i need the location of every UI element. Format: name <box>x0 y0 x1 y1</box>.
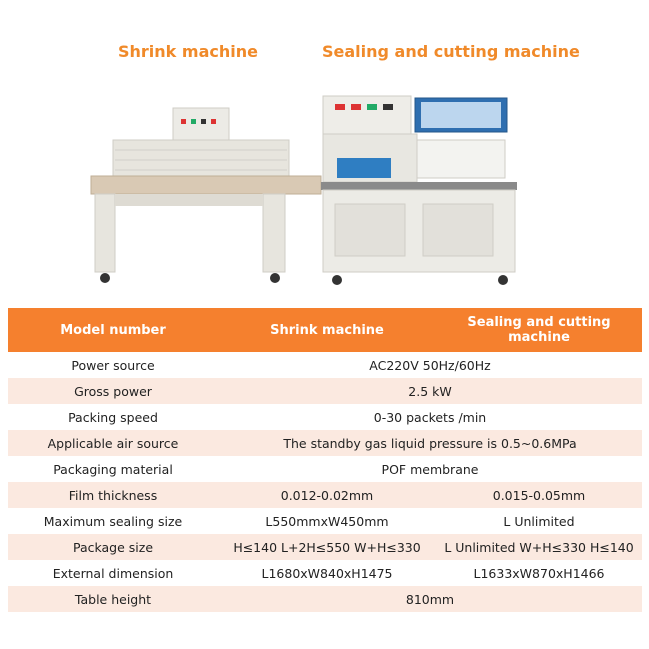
row-value: 810mm <box>218 586 642 612</box>
row-shrink-value: L550mmxW450mm <box>218 508 436 534</box>
shrink-machine-image <box>91 108 321 283</box>
row-label: Power source <box>8 352 218 378</box>
row-value: POF membrane <box>218 456 642 482</box>
row-label: Package size <box>8 534 218 560</box>
table-row <box>8 534 642 560</box>
sealing-machine-image <box>321 96 517 285</box>
row-value: 0-30 packets /min <box>218 404 642 430</box>
row-sealing-value: L Unlimited W+H≤330 H≤140 <box>436 534 642 560</box>
row-label: Film thickness <box>8 482 218 508</box>
row-label: External dimension <box>8 560 218 586</box>
row-label: Maximum sealing size <box>8 508 218 534</box>
header-shrink-machine: Shrink machine <box>218 308 436 352</box>
table-row <box>8 508 642 534</box>
header-model-number: Model number <box>8 308 218 352</box>
sealing-machine-heading: Sealing and cutting machine <box>322 42 580 61</box>
row-value: 2.5 kW <box>218 378 642 404</box>
spec-table <box>8 308 642 612</box>
row-label: Packing speed <box>8 404 218 430</box>
row-sealing-value: L Unlimited <box>436 508 642 534</box>
table-row <box>8 430 642 456</box>
row-value: The standby gas liquid pressure is 0.5~0.6MPa <box>218 430 642 456</box>
row-value: AC220V 50Hz/60Hz <box>218 352 642 378</box>
table-row <box>8 378 642 404</box>
table-row <box>8 586 642 612</box>
machines-photo <box>85 88 525 298</box>
table-row <box>8 352 642 378</box>
row-label: Applicable air source <box>8 430 218 456</box>
shrink-machine-heading: Shrink machine <box>118 42 258 61</box>
row-sealing-value: L1633xW870xH1466 <box>436 560 642 586</box>
row-label: Table height <box>8 586 218 612</box>
table-row <box>8 456 642 482</box>
row-label: Packaging material <box>8 456 218 482</box>
row-shrink-value: H≤140 L+2H≤550 W+H≤330 <box>218 534 436 560</box>
row-shrink-value: L1680xW840xH1475 <box>218 560 436 586</box>
row-sealing-value: 0.015-0.05mm <box>436 482 642 508</box>
table-row <box>8 482 642 508</box>
table-header-row <box>8 308 642 352</box>
row-label: Gross power <box>8 378 218 404</box>
header-sealing-machine: Sealing and cutting machine <box>436 308 642 352</box>
row-shrink-value: 0.012-0.02mm <box>218 482 436 508</box>
table-row <box>8 560 642 586</box>
table-row <box>8 404 642 430</box>
